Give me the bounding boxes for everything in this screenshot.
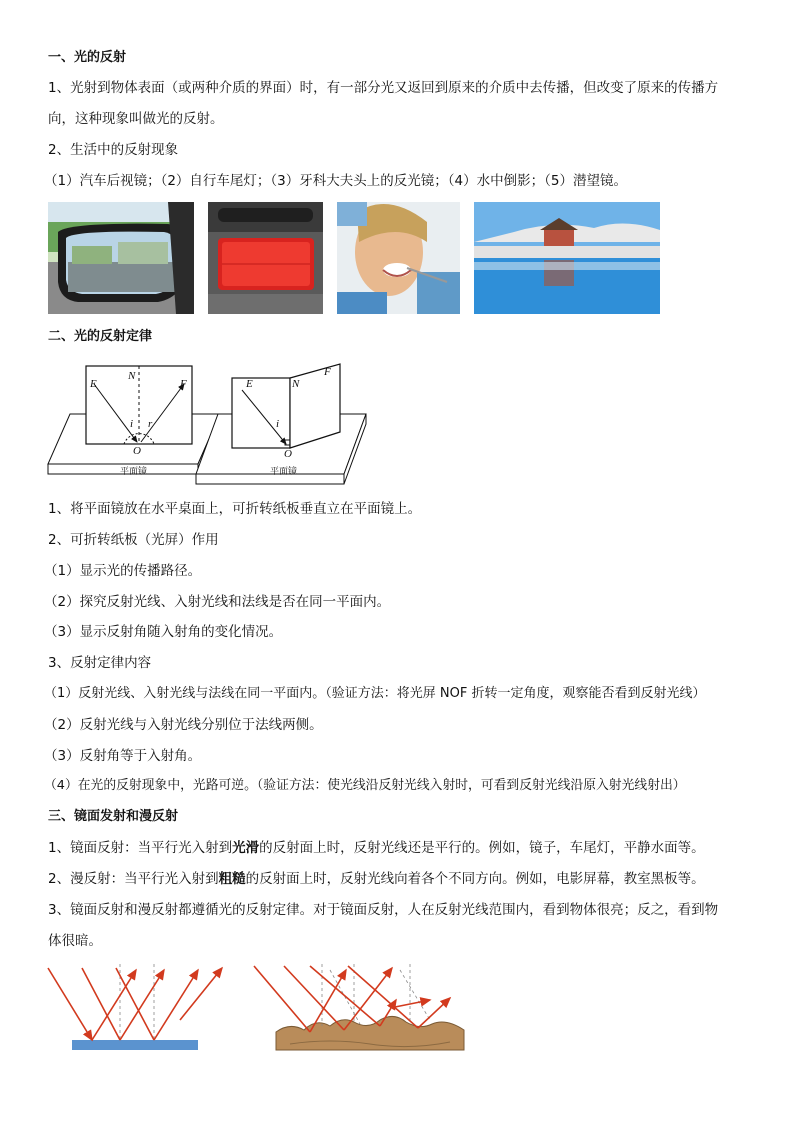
mirror-label-left: 平面镜 [120,467,148,477]
reflection-law-diagram [44,362,374,486]
label-i-right: i [276,418,280,430]
label-F-right: F [324,366,331,378]
label-F-left: F [180,378,187,390]
mirror-label-right: 平面镜 [270,467,298,477]
section3-para2: 2、漫反射：当平行光入射到粗糙的反射面上时，反射光线向着各个不同方向。例如，电影屏幕，教室黑板等。 [48,871,705,887]
section3-para1: 1、镜面反射：当平行光入射到光滑的反射面上时，反射光线还是平行的。例如，镜子，车尾灯，平静水面等。 [48,840,705,856]
section3-para3-line1: 3、镜面反射和漫反射都遵循光的反射定律。对于镜面反射，人在反射光线范围内，看到物体很亮；反之，看到物 [48,902,719,918]
dentist-photo [337,202,460,314]
section2-para2-item3: （3）显示反射角随入射角的变化情况。 [44,624,283,640]
section3-para3-line2: 体很暗。 [48,933,102,949]
section2-para3-item3: （3）反射角等于入射角。 [44,748,202,764]
section2-para3-item4: （4）在光的反射现象中，光路可逆。（验证方法：使光线沿反射光线入射时，可看到反射光线沿原入射光线射出） [44,778,686,793]
diffuse-reflection-diagram [250,960,470,1054]
section2-title: 二、光的反射定律 [48,329,153,344]
section2-para2-item1: （1）显示光的传播路径。 [44,563,202,579]
section1-para1-line2: 向，这种现象叫做光的反射。 [48,111,224,127]
section1-title: 一、光的反射 [48,50,127,65]
section2-para2: 2、可折转纸板（光屏）作用 [48,532,219,548]
label-N-left: N [128,370,136,382]
section2-para2-item2: （2）探究反射光线、入射光线和法线是否在同一平面内。 [44,594,391,610]
section2-para1: 1、将平面镜放在水平桌面上，可折转纸板垂直立在平面镜上。 [48,501,422,517]
section2-para3-item1: （1）反射光线、入射光线与法线在同一平面内。（验证方法：将光屏 NOF 折转一定角度，观察能否看到反射光线） [44,686,706,701]
section2-para3-item2: （2）反射光线与入射光线分别位于法线两侧。 [44,717,323,733]
label-O-left: O [133,445,141,457]
label-E-right: E [246,378,253,390]
label-E-left: E [90,378,97,390]
bike-reflector-photo [208,202,323,314]
section1-para2-title: 2、生活中的反射现象 [48,142,179,158]
label-N-right: N [292,378,300,390]
section1-examples: （1）汽车后视镜；（2）自行车尾灯；（3）牙科大夫头上的反光镜；（4）水中倒影；（5）潜望镜。 [44,173,627,189]
section1-para1-line1: 1、光射到物体表面（或两种介质的界面）时，有一部分光又返回到原来的介质中去传播，但改变了原来的传播方 [48,80,719,96]
specular-reflection-diagram [44,960,234,1054]
car-mirror-photo [48,202,194,314]
label-r-left: r [148,418,153,430]
water-reflection-photo [474,202,660,314]
section2-para3: 3、反射定律内容 [48,655,152,671]
label-O-right: O [284,448,292,460]
label-i-left: i [130,418,134,430]
section3-title: 三、镜面发射和漫反射 [48,809,179,824]
